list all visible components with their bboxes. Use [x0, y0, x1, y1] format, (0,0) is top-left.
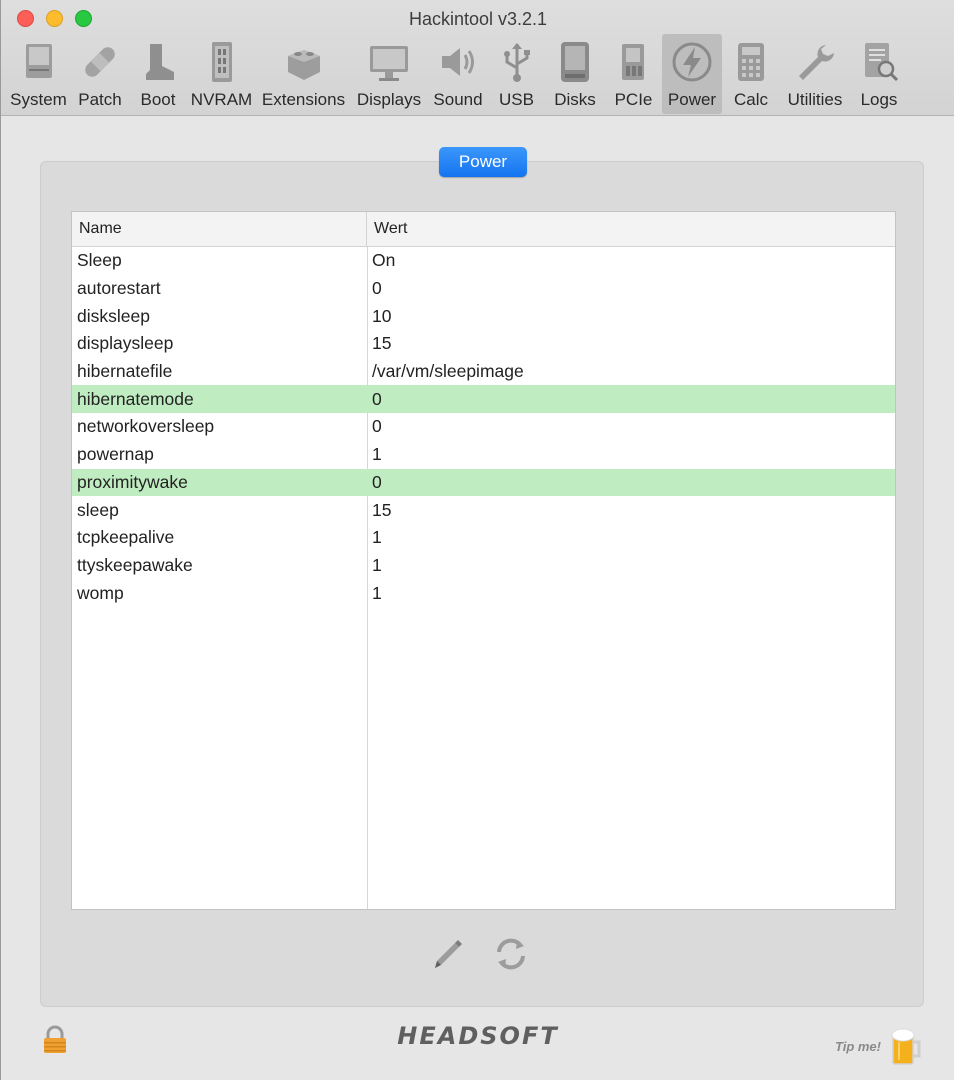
table-row[interactable] — [72, 275, 895, 303]
toolbar-label: Boot — [140, 90, 176, 109]
cell-name: proximitywake — [77, 471, 188, 492]
boot-icon — [136, 40, 180, 84]
column-header-value[interactable]: Wert — [374, 220, 408, 237]
cell-value: 0 — [372, 471, 382, 492]
cell-value: 1 — [372, 554, 382, 575]
cell-name: hibernatemode — [77, 388, 194, 409]
tip-me-label[interactable]: Tip me! — [835, 1039, 881, 1054]
cell-name: sleep — [77, 499, 119, 520]
lock-icon[interactable] — [41, 1025, 69, 1055]
disk-icon — [553, 40, 597, 84]
cell-value: 0 — [372, 388, 382, 409]
cell-name: Sleep — [77, 250, 122, 271]
table-row[interactable] — [72, 579, 895, 607]
toolbar-item-pcie[interactable] — [605, 34, 662, 114]
toolbar-item-sound[interactable] — [428, 34, 488, 114]
cell-name: tcpkeepalive — [77, 527, 175, 548]
toolbar-item-power[interactable] — [662, 34, 722, 114]
cell-value: /var/vm/sleepimage — [372, 361, 524, 382]
power-bolt-icon — [670, 40, 714, 84]
table-row[interactable] — [72, 552, 895, 580]
toolbar-label: USB — [499, 90, 534, 109]
edit-pencil-icon[interactable] — [427, 934, 467, 974]
toolbar-label: Disks — [554, 90, 596, 109]
toolbar-label: Extensions — [261, 90, 346, 109]
toolbar-label: Displays — [356, 90, 422, 109]
cell-name: disksleep — [77, 305, 150, 326]
cell-value: 15 — [372, 499, 392, 520]
toolbar-label: PCIe — [614, 90, 653, 109]
monitor-icon — [367, 40, 411, 84]
toolbar — [7, 34, 908, 114]
calculator-icon — [729, 40, 773, 84]
table-header — [72, 212, 895, 247]
bandage-icon — [78, 40, 122, 84]
table-row[interactable] — [72, 496, 895, 524]
window-title: Hackintool v3.2.1 — [408, 9, 548, 29]
table-actions — [427, 934, 531, 974]
cell-value: 0 — [372, 416, 382, 437]
refresh-icon[interactable] — [491, 934, 531, 974]
toolbar-item-displays[interactable] — [350, 34, 428, 114]
toolbar-label: Patch — [78, 90, 122, 109]
toolbar-item-patch[interactable] — [70, 34, 130, 114]
cell-value: 10 — [372, 305, 392, 326]
cell-value: 0 — [372, 278, 382, 299]
cell-value: 1 — [372, 444, 382, 465]
wrench-icon — [793, 40, 837, 84]
table-row[interactable] — [72, 302, 895, 330]
memory-icon — [200, 40, 244, 84]
toolbar-item-logs[interactable] — [850, 34, 908, 114]
speaker-icon — [436, 40, 480, 84]
cell-value: 1 — [372, 582, 382, 603]
toolbar-item-nvram[interactable] — [186, 34, 257, 114]
cell-value: 1 — [372, 527, 382, 548]
table-row[interactable] — [72, 247, 895, 275]
toolbar-label: System — [10, 90, 67, 109]
toolbar-label: Sound — [433, 90, 483, 109]
cell-name: hibernatefile — [77, 361, 173, 382]
toolbar-item-system[interactable] — [7, 34, 70, 114]
cell-name: powernap — [77, 444, 154, 465]
tab-power[interactable]: Power — [439, 147, 527, 177]
toolbar-item-utilities[interactable] — [780, 34, 850, 114]
table-body — [72, 247, 895, 607]
cell-name: womp — [77, 582, 124, 603]
usb-icon — [495, 40, 539, 84]
log-search-icon — [857, 40, 901, 84]
table-row[interactable] — [72, 358, 895, 386]
table-row[interactable] — [72, 330, 895, 358]
cell-value: On — [372, 250, 396, 271]
toolbar-label: Logs — [860, 90, 898, 109]
table-row[interactable] — [72, 469, 895, 497]
cell-value: 15 — [372, 333, 392, 354]
toolbar-item-extensions[interactable] — [257, 34, 350, 114]
cell-name: ttyskeepawake — [77, 554, 193, 575]
headsoft-logo: HEADSOFT — [397, 1022, 559, 1050]
toolbar-item-usb[interactable] — [488, 34, 545, 114]
column-header-name[interactable]: Name — [72, 212, 367, 246]
toolbar-label: Calc — [733, 90, 768, 109]
beer-mug-icon[interactable] — [889, 1026, 923, 1066]
toolbar-label: Power — [667, 90, 717, 109]
toolbar-label: Utilities — [787, 90, 843, 109]
toolbar-item-boot[interactable] — [130, 34, 186, 114]
cell-name: displaysleep — [77, 333, 174, 354]
power-settings-table[interactable] — [71, 211, 896, 910]
table-row[interactable] — [72, 385, 895, 413]
toolbar-label: NVRAM — [190, 90, 253, 109]
cell-name: autorestart — [77, 278, 161, 299]
computer-icon — [17, 40, 61, 84]
toolbar-item-disks[interactable] — [545, 34, 605, 114]
pcie-card-icon — [612, 40, 656, 84]
title-bar — [1, 0, 954, 116]
lego-brick-icon — [282, 40, 326, 84]
table-row[interactable] — [72, 413, 895, 441]
table-row[interactable] — [72, 441, 895, 469]
table-row[interactable] — [72, 524, 895, 552]
toolbar-item-calc[interactable] — [722, 34, 780, 114]
cell-name: networkoversleep — [77, 416, 215, 437]
